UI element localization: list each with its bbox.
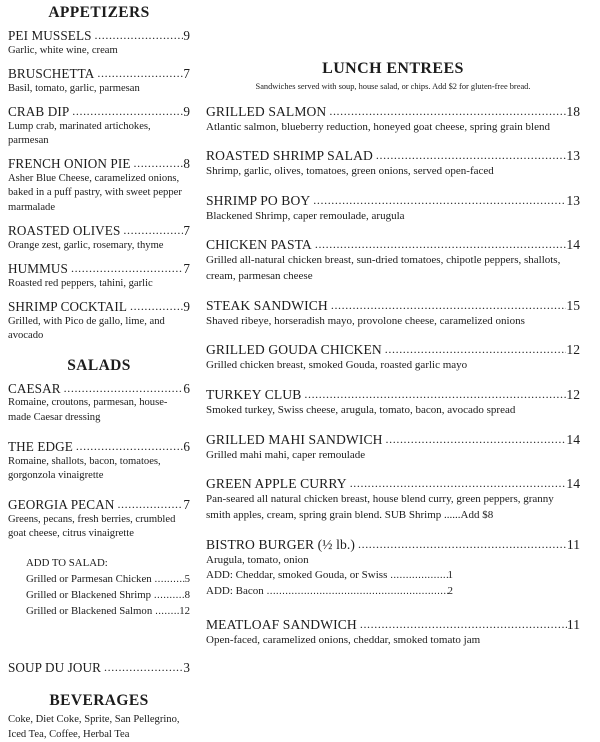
item-price-line xyxy=(206,148,580,164)
dot-leader xyxy=(117,497,183,511)
dot-leader xyxy=(385,342,567,356)
lunch-entrees-heading: LUNCH ENTREES xyxy=(322,60,464,77)
item-description: Atlantic salmon, blueberry reduction, honeyed goat cheese, spring grain blend xyxy=(206,120,550,133)
menu-item-shrimp-po-boy xyxy=(206,193,580,225)
item-name: STEAK SANDWICH xyxy=(206,297,328,313)
item-price-line xyxy=(8,299,190,315)
item-price-line xyxy=(8,439,190,455)
dot-leader xyxy=(134,156,184,170)
item-price-line xyxy=(8,156,190,172)
menu-item-the-edge xyxy=(8,439,190,483)
item-price-line xyxy=(206,237,580,253)
addon-name: Grilled or Parmesan Chicken xyxy=(26,572,152,585)
menu-item-bruschetta xyxy=(8,66,190,96)
item-description: Orange zest, garlic, rosemary, thyme xyxy=(8,239,164,251)
dot-leader xyxy=(386,432,567,446)
salads-heading: SALADS xyxy=(67,356,131,374)
item-description: Blackened Shrimp, caper remoulade, arugula xyxy=(206,209,405,222)
addon-price: 8 xyxy=(184,589,190,602)
burger-addon-row xyxy=(206,568,453,584)
dot-leader xyxy=(154,588,185,603)
item-name: SHRIMP PO BOY xyxy=(206,192,311,208)
burger-addons xyxy=(206,568,580,599)
menu-item-grilled-salmon xyxy=(206,104,580,136)
item-price: 18 xyxy=(566,103,580,119)
item-description: Romaine, croutons, parmesan, house-made Caesar dressing xyxy=(8,397,168,423)
dot-leader xyxy=(390,569,447,583)
addon-name: ADD: Cheddar, smoked Gouda, or Swiss xyxy=(206,569,388,582)
appetizers-heading: APPETIZERS xyxy=(48,4,150,21)
dot-leader xyxy=(267,585,448,599)
item-description: Asher Blue Cheese, caramelized onions, baked in a puff pastry, with sweet pepper marmalade xyxy=(8,172,182,213)
dot-leader xyxy=(313,193,566,207)
item-name: GRILLED GOUDA CHICKEN xyxy=(206,342,382,358)
dot-leader xyxy=(123,223,183,237)
dot-leader xyxy=(315,237,567,251)
item-price-line xyxy=(8,497,190,513)
item-description: Garlic, white wine, cream xyxy=(8,44,118,56)
menu-item-grilled-mahi-sandwich xyxy=(206,432,580,464)
item-description: Open-faced, caramelized onions, cheddar, smoked tomato jam xyxy=(206,634,481,647)
item-price: 9 xyxy=(183,104,190,120)
item-price-line xyxy=(206,298,580,314)
item-name: CRAB DIP xyxy=(8,104,70,120)
item-price-line xyxy=(206,387,580,403)
menu-item-meatloaf-sandwich xyxy=(206,617,580,649)
item-price: 9 xyxy=(183,28,190,44)
item-description: Shrimp, garlic, olives, tomatoes, green onions, served open-faced xyxy=(206,165,494,178)
menu-item-pei-mussels xyxy=(8,28,190,58)
addon-name: Grilled or Blackened Salmon xyxy=(26,605,153,618)
item-name: GEORGIA PECAN xyxy=(8,497,115,513)
item-name: FRENCH ONION PIE xyxy=(8,156,131,172)
addon-price: 5 xyxy=(184,572,190,585)
dot-leader xyxy=(76,439,184,453)
item-description: Shaved ribeye, horseradish mayo, provolone cheese, caramelized onions xyxy=(206,314,525,327)
item-name: ROASTED OLIVES xyxy=(8,223,121,239)
item-description: Grilled mahi mahi, caper remoulade xyxy=(206,448,366,461)
add-to-salad-row xyxy=(26,587,190,603)
beverages-heading: BEVERAGES xyxy=(49,692,149,710)
item-name: CHICKEN PASTA xyxy=(206,237,312,253)
item-price-line xyxy=(206,342,580,358)
item-price: 11 xyxy=(566,617,580,633)
addon-name: Grilled or Blackened Shrimp xyxy=(26,589,152,602)
add-to-salad-row xyxy=(26,571,190,587)
dot-leader xyxy=(104,660,183,674)
item-price-line xyxy=(206,476,580,492)
item-name: GRILLED MAHI SANDWICH xyxy=(206,431,383,447)
item-price-line xyxy=(206,193,580,209)
item-price: 6 xyxy=(183,439,190,454)
item-name: THE EDGE xyxy=(8,439,73,454)
item-description: Pan-seared all natural chicken breast, house blend curry, green peppers, granny smith apples, cream, spring grain blend. SUB Shrimp ......Add $8 xyxy=(206,493,554,521)
item-price: 14 xyxy=(566,476,580,492)
item-name: SOUP DU JOUR xyxy=(8,659,102,675)
item-name: HUMMUS xyxy=(8,261,68,277)
left-column xyxy=(0,0,196,740)
menu-item-roasted-shrimp-salad xyxy=(206,148,580,180)
dot-leader xyxy=(350,476,567,490)
menu-item-roasted-olives xyxy=(8,223,190,253)
item-description: Roasted red peppers, tahini, garlic xyxy=(8,277,153,289)
item-description: Basil, tomato, garlic, parmesan xyxy=(8,82,140,94)
menu-item-bistro-burger xyxy=(206,537,580,600)
item-price-line xyxy=(206,537,580,553)
menu-item-hummus xyxy=(8,261,190,291)
item-description: Lump crab, marinated artichokes, parmesan xyxy=(8,120,151,146)
item-name: GREEN APPLE CURRY xyxy=(206,476,347,492)
item-price: 13 xyxy=(566,192,580,208)
item-description: Arugula, tomato, onion xyxy=(206,553,309,566)
item-price-line xyxy=(8,28,190,44)
item-price: 14 xyxy=(566,431,580,447)
item-description: Grilled, with Pico de gallo, lime, and avocado xyxy=(8,315,165,342)
item-name: ROASTED SHRIMP SALAD xyxy=(206,148,373,164)
menu-item-turkey-club xyxy=(206,387,580,419)
item-price: 7 xyxy=(183,66,190,82)
item-name: BRUSCHETTA xyxy=(8,66,95,82)
item-price: 11 xyxy=(566,536,580,552)
menu-item-soup-du-jour xyxy=(8,660,190,676)
item-price-line xyxy=(8,660,190,676)
burger-addon-row xyxy=(206,584,453,600)
dot-leader xyxy=(130,299,183,313)
item-name: BISTRO BURGER (½ lb.) xyxy=(206,536,355,552)
item-name: PEI MUSSELS xyxy=(8,28,92,44)
dot-leader xyxy=(155,604,179,619)
dot-leader xyxy=(95,28,184,42)
addon-name: ADD: Bacon xyxy=(206,584,264,597)
item-price-line xyxy=(8,104,190,120)
dot-leader xyxy=(376,148,566,162)
add-to-salad-row xyxy=(26,603,190,619)
addon-price: 1 xyxy=(447,569,453,582)
menu-item-steak-sandwich xyxy=(206,298,580,330)
item-name: TURKEY CLUB xyxy=(206,386,302,402)
item-price: 8 xyxy=(183,156,190,172)
item-price-line xyxy=(8,223,190,239)
item-price: 7 xyxy=(183,261,190,277)
item-description: Greens, pecans, fresh berries, crumbled goat cheese, citrus vinaigrette xyxy=(8,513,176,540)
addon-price: 2 xyxy=(447,584,453,597)
dot-leader xyxy=(155,572,185,587)
menu-item-shrimp-cocktail xyxy=(8,299,190,343)
item-price-line xyxy=(206,432,580,448)
dot-leader xyxy=(72,104,183,118)
item-name: MEATLOAF SANDWICH xyxy=(206,617,357,633)
item-price: 13 xyxy=(566,148,580,164)
dot-leader xyxy=(304,387,566,401)
item-price: 7 xyxy=(183,223,190,239)
menu-item-green-apple-curry xyxy=(206,476,580,523)
item-price-line xyxy=(206,104,580,120)
item-description: Romaine, shallots, bacon, tomatoes, gorgonzola vinaigrette xyxy=(8,455,161,481)
item-price-line xyxy=(206,617,580,633)
dot-leader xyxy=(358,537,567,551)
lunch-entrees-note: Sandwiches served with soup, house salad, or chips. Add $2 for gluten-free bread. xyxy=(255,81,531,91)
item-price: 14 xyxy=(566,237,580,253)
item-price-line xyxy=(8,381,190,397)
menu-item-chicken-pasta xyxy=(206,237,580,284)
item-name: CAESAR xyxy=(8,380,61,396)
item-name: SHRIMP COCKTAIL xyxy=(8,299,128,315)
item-name: GRILLED SALMON xyxy=(206,103,327,119)
add-to-salad-title: ADD TO SALAD: xyxy=(26,556,108,569)
item-price: 12 xyxy=(566,342,580,358)
item-description: Smoked turkey, Swiss cheese, arugula, tomato, bacon, avocado spread xyxy=(206,404,516,416)
add-to-salad-block xyxy=(26,555,190,620)
item-price: 15 xyxy=(566,297,580,313)
item-price: 12 xyxy=(566,386,580,402)
addon-price: 12 xyxy=(179,605,190,618)
item-price: 7 xyxy=(183,497,190,513)
item-price-line xyxy=(8,261,190,277)
right-column xyxy=(196,0,600,689)
menu-item-caesar xyxy=(8,381,190,425)
item-description: Grilled chicken breast, smoked Gouda, roasted garlic mayo xyxy=(206,359,468,372)
menu-item-georgia-pecan xyxy=(8,497,190,541)
menu-item-french-onion-pie xyxy=(8,156,190,215)
menu-item-grilled-gouda-chicken xyxy=(206,342,580,374)
menu-item-crab-dip xyxy=(8,104,190,148)
dot-leader xyxy=(331,298,567,312)
item-price: 9 xyxy=(183,299,190,315)
item-description: Grilled all-natural chicken breast, sun-dried tomatoes, chipotle peppers, shallots, cream, parmesan cheese xyxy=(206,254,561,283)
dot-leader xyxy=(71,261,183,275)
dot-leader xyxy=(360,617,567,631)
item-price: 6 xyxy=(183,380,190,396)
dot-leader xyxy=(64,381,184,395)
dot-leader xyxy=(97,66,183,80)
item-price: 3 xyxy=(183,659,190,675)
beverages-description: Coke, Diet Coke, Sprite, San Pellegrino, Iced Tea, Coffee, Herbal Tea xyxy=(8,714,180,740)
item-price-line xyxy=(8,66,190,82)
dot-leader xyxy=(329,104,566,118)
